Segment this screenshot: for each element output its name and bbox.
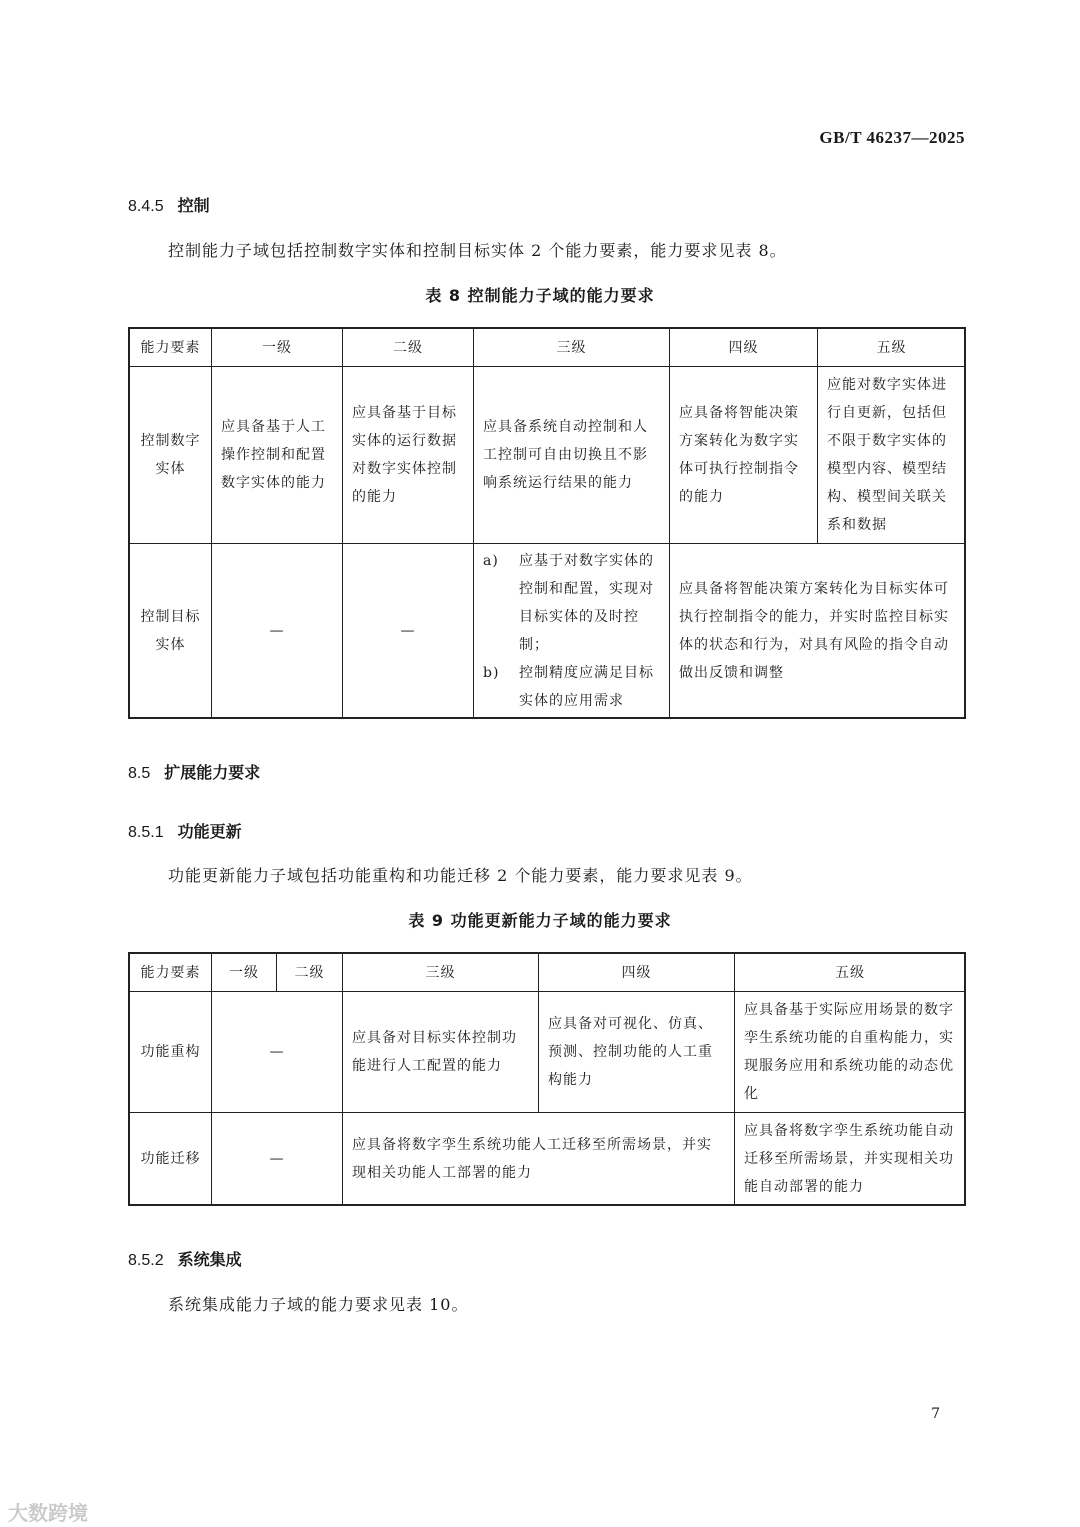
header-cell: 一级	[212, 329, 343, 367]
section-8-5-1-paragraph: 功能更新能力子域包括功能重构和功能迁移 2 个能力要素，能力要求见表 9。	[168, 866, 753, 885]
header-cell: 四级	[539, 954, 735, 992]
watermark: 大数跨境	[8, 1501, 88, 1525]
list-marker: a)	[483, 553, 499, 569]
section-title: 控制	[177, 196, 210, 215]
list-item	[483, 659, 660, 715]
page-number: 7	[931, 1406, 940, 1422]
table-row	[130, 544, 966, 719]
header-cell: 三级	[343, 954, 539, 992]
section-number: 8.5	[128, 765, 151, 782]
header-cell: 能力要素	[130, 954, 212, 992]
header-cell: 五级	[735, 954, 966, 992]
list-text: 控制精度应满足目标实体的应用需求	[519, 665, 654, 709]
table-8-caption: 表 8 控制能力子域的能力要求	[425, 286, 655, 305]
level-cell: 应具备将智能决策方案转化为数字实体可执行控制指令的能力	[670, 367, 818, 544]
header-cell: 五级	[818, 329, 966, 367]
table-header-row	[130, 954, 966, 992]
section-8-5-1-heading	[128, 819, 242, 842]
table-9-caption: 表 9 功能更新能力子域的能力要求	[408, 911, 672, 930]
level-cell: —	[212, 544, 343, 719]
list-text: 应基于对数字实体的控制和配置，实现对目标实体的及时控制；	[519, 553, 654, 653]
level-cell: 应具备对目标实体控制功能进行人工配置的能力	[343, 992, 539, 1113]
element-cell: 功能重构	[130, 992, 212, 1113]
element-cell: 控制数字实体	[130, 367, 212, 544]
header-cell: 二级	[343, 329, 474, 367]
level-cell: 应具备对可视化、仿真、预测、控制功能的人工重构能力	[539, 992, 735, 1113]
section-title: 功能更新	[177, 822, 242, 841]
section-8-5-2-paragraph: 系统集成能力子域的能力要求见表 10。	[168, 1295, 469, 1314]
section-number: 8.4.5	[128, 198, 164, 215]
level-cell: —	[212, 992, 343, 1113]
section-title: 扩展能力要求	[164, 763, 261, 782]
list-marker: b)	[483, 665, 500, 681]
table-row	[130, 992, 966, 1113]
table-8	[129, 328, 966, 719]
header-cell: 三级	[474, 329, 670, 367]
section-number: 8.5.2	[128, 1252, 164, 1269]
level-cell: —	[212, 1113, 343, 1206]
header-cell: 一级	[212, 954, 277, 992]
level-cell: —	[343, 544, 474, 719]
requirement-list	[483, 547, 660, 715]
level-cell: 应具备将智能决策方案转化为目标实体可执行控制指令的能力，并实时监控目标实体的状态和行为，对具有风险的指令自动做出反馈和调整	[670, 544, 966, 719]
section-title: 系统集成	[177, 1250, 242, 1269]
level-cell: 应能对数字实体进行自更新，包括但不限于数字实体的模型内容、模型结构、模型间关联关系和数据	[818, 367, 966, 544]
section-8-4-5-heading	[128, 193, 210, 216]
list-item	[483, 547, 660, 659]
level-cell: 应具备基于人工操作控制和配置数字实体的能力	[212, 367, 343, 544]
level-cell: 应具备系统自动控制和人工控制可自由切换且不影响系统运行结果的能力	[474, 367, 670, 544]
table-row	[130, 1113, 966, 1206]
table-row	[130, 367, 966, 544]
header-cell: 四级	[670, 329, 818, 367]
level-cell: 应具备将数字孪生系统功能人工迁移至所需场景，并实现相关功能人工部署的能力	[343, 1113, 735, 1206]
table-header-row	[130, 329, 966, 367]
header-cell: 二级	[277, 954, 343, 992]
standard-code: GB/T 46237—2025	[819, 128, 965, 147]
element-cell: 控制目标实体	[130, 544, 212, 719]
header-cell: 能力要素	[130, 329, 212, 367]
section-8-5-heading	[128, 760, 260, 783]
level-cell: 应具备基于目标实体的运行数据对数字实体控制的能力	[343, 367, 474, 544]
table-9	[129, 953, 966, 1206]
element-cell: 功能迁移	[130, 1113, 212, 1206]
section-number: 8.5.1	[128, 824, 164, 841]
level-cell	[474, 544, 670, 719]
section-8-5-2-heading	[128, 1247, 242, 1270]
section-8-4-5-paragraph: 控制能力子域包括控制数字实体和控制目标实体 2 个能力要素，能力要求见表 8。	[168, 241, 787, 260]
level-cell: 应具备将数字孪生系统功能自动迁移至所需场景，并实现相关功能自动部署的能力	[735, 1113, 966, 1206]
level-cell: 应具备基于实际应用场景的数字孪生系统功能的自重构能力，实现服务应用和系统功能的动态优化	[735, 992, 966, 1113]
